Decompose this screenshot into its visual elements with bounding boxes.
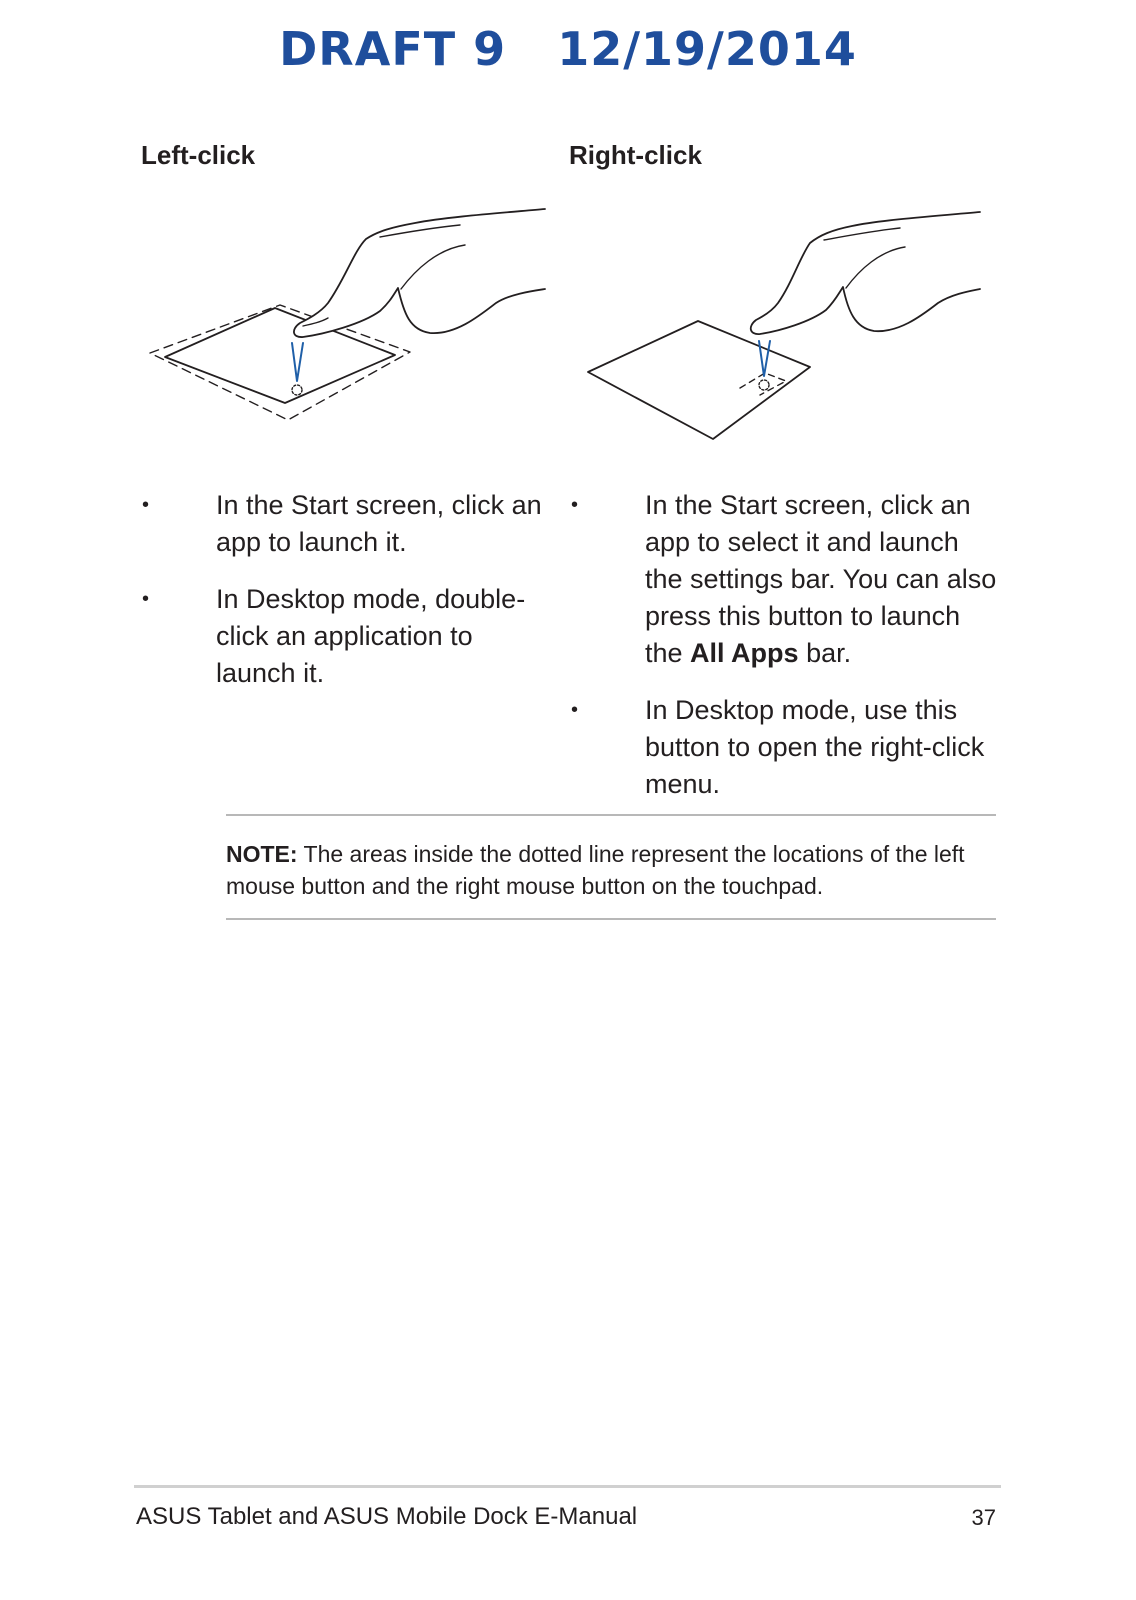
bullet-text: In the Start screen, click an app to launch it. xyxy=(216,490,542,557)
list-item xyxy=(571,692,1001,803)
note-text: The areas inside the dotted line represent the locations of the left mouse button and the right mouse button on the touchpad. xyxy=(226,841,965,899)
right-click-bullet-list xyxy=(571,487,1001,823)
note-label: NOTE: xyxy=(226,841,298,867)
right-click-heading: Right-click xyxy=(569,140,702,170)
bullet-marker: • xyxy=(142,494,150,516)
draft-label: DRAFT 9 xyxy=(279,22,507,76)
note-bottom-divider xyxy=(226,918,996,920)
bullet-marker: • xyxy=(142,588,150,610)
left-click-heading: Left-click xyxy=(141,140,256,170)
bullet-text: In Desktop mode, use this button to open the right-click menu. xyxy=(645,695,985,799)
left-click-touchpad-illustration xyxy=(140,195,560,445)
footer-divider xyxy=(134,1485,1001,1488)
bullet-text: In Desktop mode, double-click an application to launch it. xyxy=(216,584,526,688)
page-number: 37 xyxy=(971,1505,996,1530)
note-top-divider xyxy=(226,814,996,816)
draft-date: 12/19/2014 xyxy=(557,22,857,76)
right-click-touchpad-illustration xyxy=(580,195,990,445)
list-item xyxy=(571,487,1001,672)
draft-watermark xyxy=(0,22,1136,76)
note xyxy=(226,838,996,902)
left-click-bullet-list xyxy=(142,487,542,712)
bullet-text: In the Start screen, click an app to select it and launch the settings bar. You can also press this button to launch the All Apps bar. xyxy=(645,490,997,668)
bullet-marker: • xyxy=(571,699,579,721)
footer-title: ASUS Tablet and ASUS Mobile Dock E-Manual xyxy=(136,1503,638,1530)
all-apps-bold: All Apps xyxy=(690,638,799,668)
bullet-marker: • xyxy=(571,494,579,516)
list-item xyxy=(142,487,542,561)
list-item xyxy=(142,581,542,692)
